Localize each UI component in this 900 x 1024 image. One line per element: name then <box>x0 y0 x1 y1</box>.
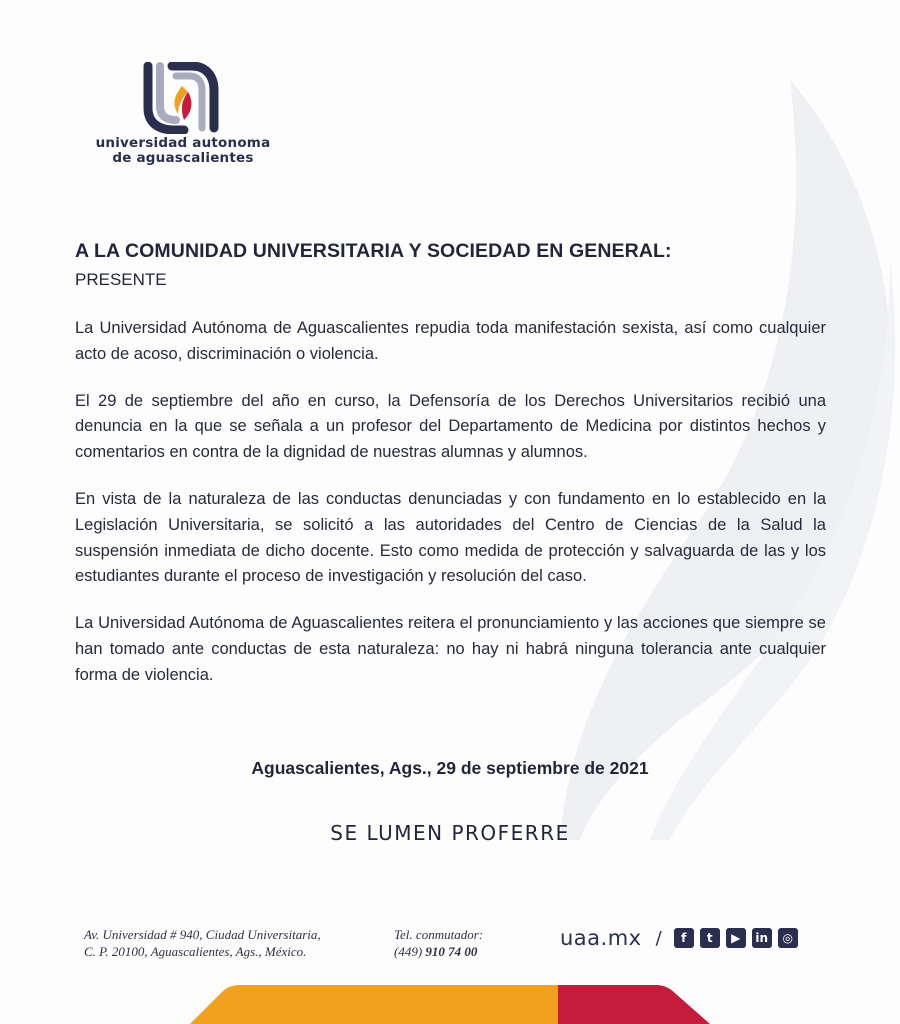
letter-subheading: PRESENTE <box>75 270 167 289</box>
paragraph: La Universidad Autónoma de Aguascalientes reitera el pronunciamiento y las acciones que siempre se han tomado ante conductas de esta naturaleza: no hay ni habrá ninguna tolerancia ante cualquier forma de violencia. <box>75 614 826 684</box>
phone-number: 910 74 00 <box>425 944 478 959</box>
letter-heading: A LA COMUNIDAD UNIVERSITARIA Y SOCIEDAD EN GENERAL: <box>75 240 672 262</box>
university-logo <box>78 62 288 166</box>
footer-phone <box>394 926 483 960</box>
letter-body <box>75 316 826 710</box>
social-icons <box>674 928 798 948</box>
logo-mark-icon <box>140 62 220 134</box>
youtube-icon[interactable]: ▶ <box>726 928 746 948</box>
twitter-icon[interactable]: t <box>700 928 720 948</box>
letter-date: Aguascalientes, Ags., 29 de septiembre de 2021 <box>251 758 649 778</box>
footer-web <box>560 926 798 950</box>
paragraph: En vista de la naturaleza de las conductas denunciadas y con fundamento en lo establecido en la Legislación Universitaria, se solicitó a las autoridades del Centro de Ciencias de la Salud la suspensión inmediata de dicho docente. Esto como medida de protección y salvaguarda de las y los estudiantes durante el proceso de investigación y resolución del caso. <box>75 489 826 586</box>
university-motto: SE LUMEN PROFERRE <box>330 821 570 845</box>
paragraph: El 29 de septiembre del año en curso, la Defensoría de los Derechos Universitarios recibió una denuncia en la que se señala a un profesor del Departamento de Medicina por distintos hechos y comentarios en contra de la dignidad de nuestras alumnas y alumnos. <box>75 391 826 462</box>
instagram-icon[interactable]: ◎ <box>778 928 798 948</box>
phone-label: Tel. conmutador: <box>394 927 484 942</box>
website-link[interactable]: uaa.mx <box>560 926 642 950</box>
separator: / <box>655 927 662 949</box>
address-line1: Av. Universidad # 940, Ciudad Universitaria, <box>84 927 321 942</box>
phone-area: (449) <box>394 944 423 959</box>
facebook-icon[interactable]: f <box>674 928 694 948</box>
logo-line2: de aguascalientes <box>112 150 254 166</box>
bottom-color-bar <box>0 980 900 1024</box>
address-line2: C. P. 20100, Aguascalientes, Ags., México. <box>84 944 307 959</box>
linkedin-icon[interactable]: in <box>752 928 772 948</box>
logo-line1: universidad autonoma <box>95 135 271 151</box>
footer-address <box>84 926 321 960</box>
paragraph: La Universidad Autónoma de Aguascalientes repudia toda manifestación sexista, así como cualquier acto de acoso, discriminación o violencia. <box>75 319 826 363</box>
